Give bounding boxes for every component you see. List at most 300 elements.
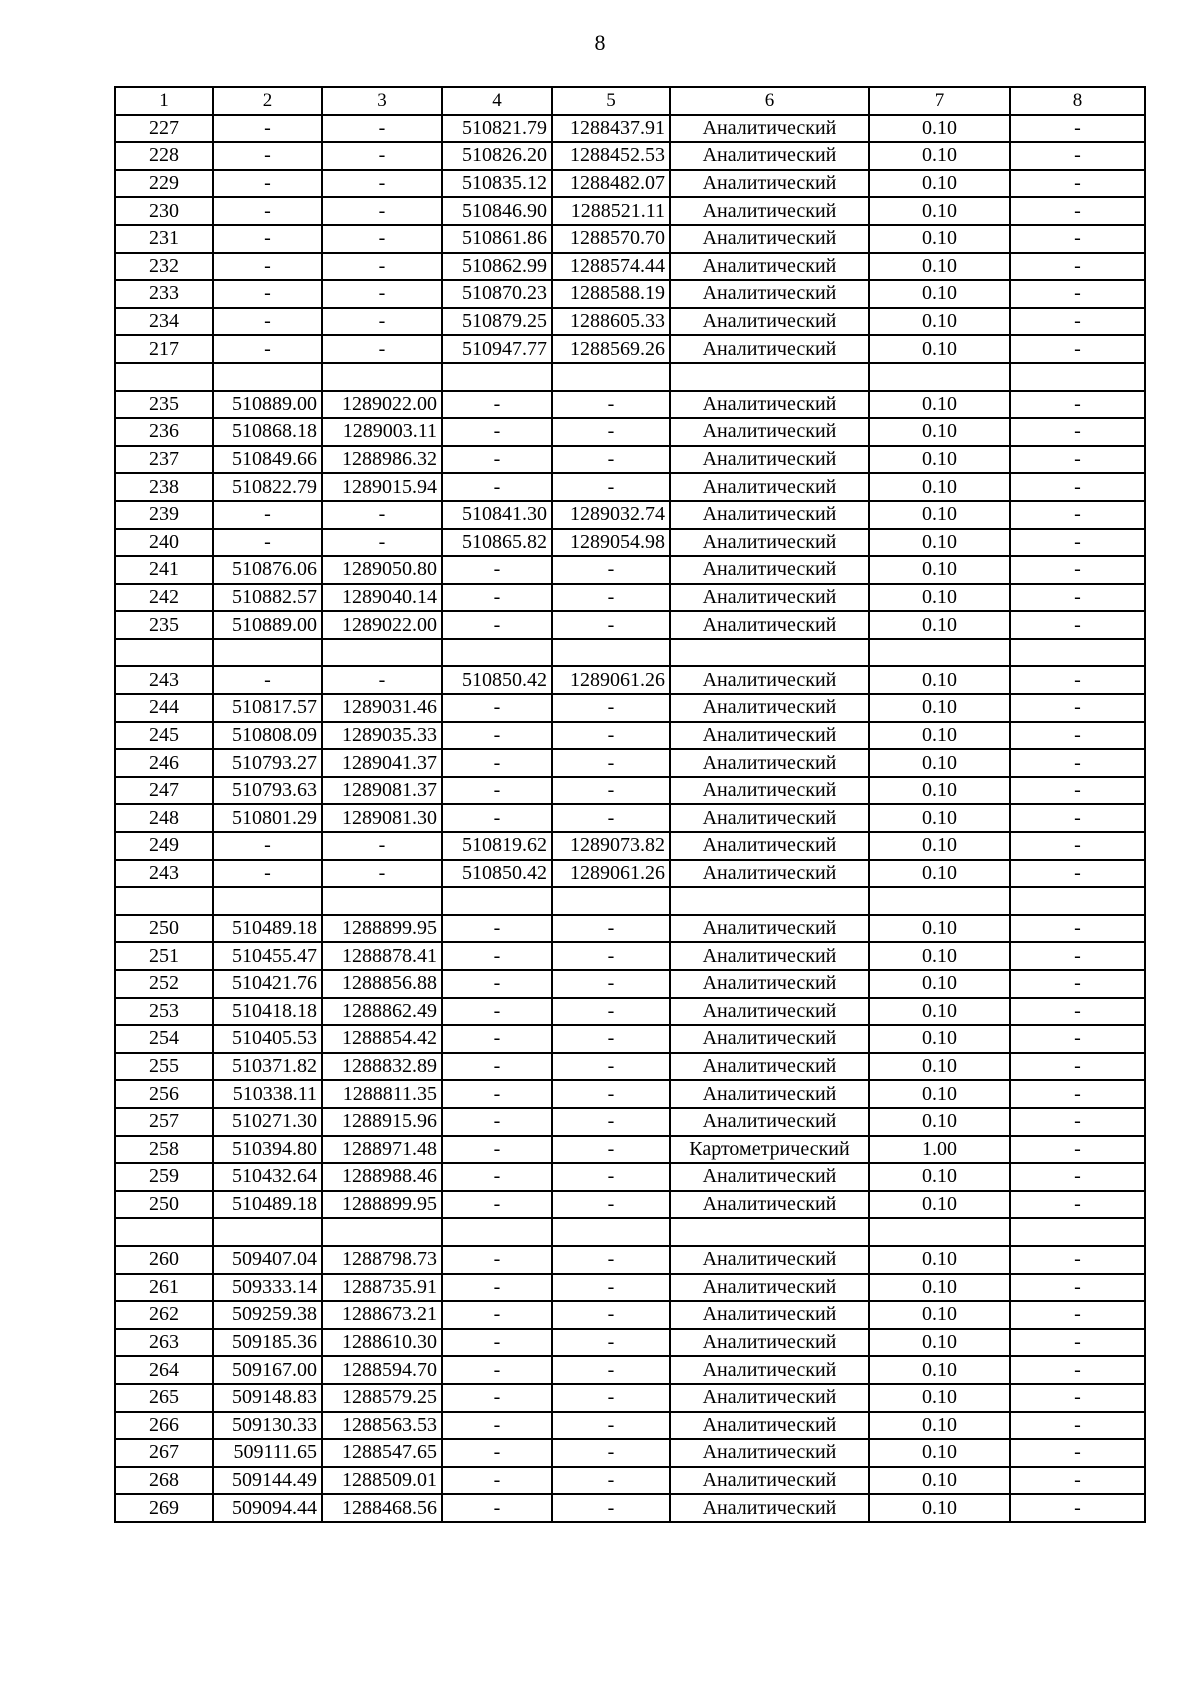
table-cell-col-7: 0.10 [869, 584, 1010, 612]
table-cell-col-5: 1288588.19 [552, 280, 670, 308]
table-cell-col-2 [213, 363, 322, 391]
table-cell-col-3: - [322, 197, 442, 225]
table-cell-col-7: 0.10 [869, 832, 1010, 860]
table-cell-col-8: - [1010, 1246, 1145, 1274]
table-row [115, 418, 1145, 446]
table-cell-col-8: - [1010, 142, 1145, 170]
table-cell-col-8: - [1010, 584, 1145, 612]
table-cell-col-8: - [1010, 1356, 1145, 1384]
table-row [115, 915, 1145, 943]
column-header-7: 7 [869, 87, 1010, 115]
table-cell-col-2: 509407.04 [213, 1246, 322, 1274]
table-cell-col-6: Аналитический [670, 942, 869, 970]
table-cell-col-3: 1288899.95 [322, 915, 442, 943]
table-cell-col-1: 229 [115, 170, 213, 198]
table-cell-col-1: 250 [115, 1191, 213, 1219]
table-cell-col-8 [1010, 639, 1145, 667]
table-cell-col-4: 510861.86 [442, 225, 552, 253]
table-cell-col-1: 242 [115, 584, 213, 612]
table-cell-col-3: 1288878.41 [322, 942, 442, 970]
table-cell-col-2: - [213, 335, 322, 363]
table-cell-col-8: - [1010, 970, 1145, 998]
table-cell-col-4: - [442, 1163, 552, 1191]
table-cell-col-7: 0.10 [869, 1025, 1010, 1053]
table-cell-col-3 [322, 363, 442, 391]
table-row [115, 1329, 1145, 1357]
table-cell-col-7: 0.10 [869, 280, 1010, 308]
table-cell-col-4: 510846.90 [442, 197, 552, 225]
table-cell-col-3: 1288986.32 [322, 446, 442, 474]
table-cell-col-1 [115, 1218, 213, 1246]
table-cell-col-8: - [1010, 308, 1145, 336]
table-cell-col-2: 510868.18 [213, 418, 322, 446]
table-cell-col-4: - [442, 694, 552, 722]
table-cell-col-4: 510826.20 [442, 142, 552, 170]
table-cell-col-5: 1288452.53 [552, 142, 670, 170]
table-cell-col-4: - [442, 1467, 552, 1495]
table-row [115, 473, 1145, 501]
table-cell-col-6: Аналитический [670, 253, 869, 281]
table-cell-col-1: 259 [115, 1163, 213, 1191]
table-cell-col-3: 1288854.42 [322, 1025, 442, 1053]
table-cell-col-1 [115, 639, 213, 667]
table-cell-col-3: 1289040.14 [322, 584, 442, 612]
table-cell-col-1: 243 [115, 860, 213, 888]
table-cell-col-7: 0.10 [869, 694, 1010, 722]
table-cell-col-8: - [1010, 860, 1145, 888]
table-cell-col-1: 243 [115, 666, 213, 694]
table-row [115, 1412, 1145, 1440]
table-cell-col-2 [213, 639, 322, 667]
table-row [115, 777, 1145, 805]
table-cell-col-1: 232 [115, 253, 213, 281]
table-cell-col-2: 509094.44 [213, 1494, 322, 1522]
table-cell-col-5: - [552, 1384, 670, 1412]
table-cell-col-1: 251 [115, 942, 213, 970]
table-cell-col-4: - [442, 1274, 552, 1302]
table-cell-col-6: Аналитический [670, 197, 869, 225]
table-cell-col-1 [115, 363, 213, 391]
table-cell-col-7: 0.10 [869, 970, 1010, 998]
table-cell-col-5: - [552, 942, 670, 970]
column-header-2: 2 [213, 87, 322, 115]
table-cell-col-5: - [552, 1356, 670, 1384]
table-cell-col-5: 1288482.07 [552, 170, 670, 198]
table-cell-col-6: Аналитический [670, 1384, 869, 1412]
table-cell-col-4: 510835.12 [442, 170, 552, 198]
table-row [115, 1246, 1145, 1274]
table-cell-col-6: Аналитический [670, 804, 869, 832]
table-cell-col-1: 245 [115, 722, 213, 750]
table-cell-col-8 [1010, 887, 1145, 915]
table-cell-col-5: - [552, 1467, 670, 1495]
table-cell-col-4: - [442, 584, 552, 612]
table-cell-col-4: - [442, 777, 552, 805]
table-cell-col-2: 510418.18 [213, 998, 322, 1026]
table-body [115, 115, 1145, 1522]
table-cell-col-6: Аналитический [670, 1412, 869, 1440]
table-cell-col-3: - [322, 529, 442, 557]
table-cell-col-4: - [442, 1301, 552, 1329]
table-cell-col-3: - [322, 832, 442, 860]
table-cell-col-7: 0.10 [869, 225, 1010, 253]
table-cell-col-1: 247 [115, 777, 213, 805]
table-cell-col-7: 0.10 [869, 335, 1010, 363]
table-cell-col-6: Аналитический [670, 391, 869, 419]
table-cell-col-8: - [1010, 1108, 1145, 1136]
table-cell-col-2: 510489.18 [213, 1191, 322, 1219]
table-cell-col-6: Аналитический [670, 1356, 869, 1384]
table-cell-col-4: - [442, 611, 552, 639]
table-row [115, 1301, 1145, 1329]
table-cell-col-6: Аналитический [670, 473, 869, 501]
table-cell-col-8: - [1010, 1494, 1145, 1522]
table-cell-col-8: - [1010, 1053, 1145, 1081]
table-cell-col-2: - [213, 115, 322, 143]
table-cell-col-7: 0.10 [869, 1053, 1010, 1081]
table-cell-col-1: 253 [115, 998, 213, 1026]
table-cell-col-3: - [322, 142, 442, 170]
table-cell-col-1: 217 [115, 335, 213, 363]
table-cell-col-8: - [1010, 1301, 1145, 1329]
table-cell-col-2: 510876.06 [213, 556, 322, 584]
table-cell-col-4: - [442, 446, 552, 474]
table-cell-col-5: 1288569.26 [552, 335, 670, 363]
table-cell-col-4: - [442, 1384, 552, 1412]
table-cell-col-4: - [442, 1080, 552, 1108]
table-cell-col-8: - [1010, 280, 1145, 308]
table-row [115, 446, 1145, 474]
table-cell-col-3: - [322, 860, 442, 888]
table-cell-col-2: - [213, 529, 322, 557]
table-cell-col-6: Аналитический [670, 694, 869, 722]
table-row [115, 1494, 1145, 1522]
table-row [115, 666, 1145, 694]
table-row [115, 391, 1145, 419]
table-cell-col-3 [322, 639, 442, 667]
table-cell-col-5: - [552, 556, 670, 584]
table-cell-col-5: 1289054.98 [552, 529, 670, 557]
table-cell-col-2: - [213, 832, 322, 860]
table-cell-col-2: - [213, 860, 322, 888]
table-cell-col-4: - [442, 1136, 552, 1164]
separator-row [115, 363, 1145, 391]
table-cell-col-4: - [442, 1329, 552, 1357]
table-cell-col-7: 0.10 [869, 804, 1010, 832]
table-cell-col-6: Аналитический [670, 970, 869, 998]
table-cell-col-4: - [442, 942, 552, 970]
table-cell-col-4: - [442, 749, 552, 777]
table-cell-col-8 [1010, 1218, 1145, 1246]
table-row [115, 1136, 1145, 1164]
table-cell-col-4 [442, 363, 552, 391]
table-cell-col-2: - [213, 501, 322, 529]
table-cell-col-3: 1288563.53 [322, 1412, 442, 1440]
table-cell-col-3: 1289022.00 [322, 611, 442, 639]
separator-row [115, 1218, 1145, 1246]
table-row [115, 749, 1145, 777]
table-cell-col-1: 268 [115, 1467, 213, 1495]
table-cell-col-3: 1288862.49 [322, 998, 442, 1026]
table-cell-col-4 [442, 1218, 552, 1246]
table-row [115, 142, 1145, 170]
table-row [115, 694, 1145, 722]
table-cell-col-2: 509185.36 [213, 1329, 322, 1357]
table-cell-col-6: Аналитический [670, 280, 869, 308]
table-cell-col-8: - [1010, 391, 1145, 419]
column-header-3: 3 [322, 87, 442, 115]
table-cell-col-7: 0.10 [869, 529, 1010, 557]
table-cell-col-2: 509148.83 [213, 1384, 322, 1412]
table-cell-col-6: Аналитический [670, 170, 869, 198]
table-cell-col-8: - [1010, 915, 1145, 943]
table-cell-col-1: 241 [115, 556, 213, 584]
table-row [115, 1025, 1145, 1053]
table-cell-col-5: - [552, 749, 670, 777]
table-row [115, 1356, 1145, 1384]
table-cell-col-1: 254 [115, 1025, 213, 1053]
table-cell-col-4 [442, 639, 552, 667]
table-cell-col-7: 0.10 [869, 308, 1010, 336]
table-cell-col-4: 510850.42 [442, 860, 552, 888]
table-cell-col-3: 1289050.80 [322, 556, 442, 584]
table-cell-col-8: - [1010, 529, 1145, 557]
table-cell-col-7: 0.10 [869, 722, 1010, 750]
table-cell-col-8: - [1010, 998, 1145, 1026]
table-cell-col-6 [670, 639, 869, 667]
table-cell-col-5: - [552, 1136, 670, 1164]
table-cell-col-5: - [552, 473, 670, 501]
table-cell-col-8: - [1010, 335, 1145, 363]
table-cell-col-7: 0.10 [869, 1274, 1010, 1302]
table-cell-col-1: 227 [115, 115, 213, 143]
table-cell-col-6: Картометрический [670, 1136, 869, 1164]
table-cell-col-3 [322, 887, 442, 915]
table-cell-col-1: 233 [115, 280, 213, 308]
table-cell-col-8: - [1010, 942, 1145, 970]
table-cell-col-7: 0.10 [869, 115, 1010, 143]
table-cell-col-6: Аналитический [670, 556, 869, 584]
column-header-6: 6 [670, 87, 869, 115]
table-cell-col-2: 510808.09 [213, 722, 322, 750]
table-cell-col-2: 510889.00 [213, 611, 322, 639]
table-cell-col-5: 1288570.70 [552, 225, 670, 253]
table-cell-col-3: 1288811.35 [322, 1080, 442, 1108]
table-cell-col-8: - [1010, 694, 1145, 722]
table-cell-col-3: 1288735.91 [322, 1274, 442, 1302]
table-cell-col-7: 0.10 [869, 1301, 1010, 1329]
table-cell-col-7: 0.10 [869, 915, 1010, 943]
table-cell-col-5: 1289073.82 [552, 832, 670, 860]
table-cell-col-2: 509333.14 [213, 1274, 322, 1302]
table-cell-col-3: 1289015.94 [322, 473, 442, 501]
table-row [115, 998, 1145, 1026]
table-cell-col-5: - [552, 1246, 670, 1274]
table-cell-col-6: Аналитический [670, 1080, 869, 1108]
table-cell-col-4: 510841.30 [442, 501, 552, 529]
table-cell-col-3: - [322, 501, 442, 529]
table-cell-col-8: - [1010, 1080, 1145, 1108]
table-row [115, 1108, 1145, 1136]
table-cell-col-6 [670, 363, 869, 391]
table-cell-col-4: - [442, 1412, 552, 1440]
table-cell-col-5: 1288437.91 [552, 115, 670, 143]
table-row [115, 115, 1145, 143]
table-cell-col-5: - [552, 694, 670, 722]
table-cell-col-3: 1288988.46 [322, 1163, 442, 1191]
table-cell-col-6: Аналитический [670, 998, 869, 1026]
table-cell-col-8: - [1010, 1163, 1145, 1191]
table-cell-col-2: 509130.33 [213, 1412, 322, 1440]
table-cell-col-4: - [442, 1053, 552, 1081]
table-cell-col-6 [670, 1218, 869, 1246]
table-cell-col-5 [552, 887, 670, 915]
table-cell-col-8 [1010, 363, 1145, 391]
table-cell-col-1: 267 [115, 1439, 213, 1467]
table-cell-col-3: 1288899.95 [322, 1191, 442, 1219]
table-cell-col-5: - [552, 1053, 670, 1081]
table-cell-col-3: - [322, 280, 442, 308]
table-cell-col-2: - [213, 253, 322, 281]
table-cell-col-5: - [552, 446, 670, 474]
table-cell-col-7: 0.10 [869, 142, 1010, 170]
table-cell-col-6: Аналитический [670, 1329, 869, 1357]
table-cell-col-4: 510865.82 [442, 529, 552, 557]
table-cell-col-1: 256 [115, 1080, 213, 1108]
table-cell-col-8: - [1010, 473, 1145, 501]
table-row [115, 501, 1145, 529]
table-cell-col-3: 1288547.65 [322, 1439, 442, 1467]
table-cell-col-3: 1288798.73 [322, 1246, 442, 1274]
page-number: 8 [594, 30, 606, 55]
table-row [115, 335, 1145, 363]
table-cell-col-4: - [442, 418, 552, 446]
table-cell-col-5: 1289061.26 [552, 860, 670, 888]
table-cell-col-2: - [213, 308, 322, 336]
table-cell-col-5: - [552, 1494, 670, 1522]
table-cell-col-1: 264 [115, 1356, 213, 1384]
table-cell-col-5 [552, 1218, 670, 1246]
table-cell-col-5: - [552, 584, 670, 612]
table-cell-col-8: - [1010, 170, 1145, 198]
table-cell-col-6: Аналитический [670, 115, 869, 143]
table-cell-col-2: - [213, 170, 322, 198]
table-cell-col-8: - [1010, 1467, 1145, 1495]
table-cell-col-8: - [1010, 1136, 1145, 1164]
table-cell-col-8: - [1010, 115, 1145, 143]
table-cell-col-5: - [552, 1439, 670, 1467]
table-cell-col-6: Аналитический [670, 584, 869, 612]
table-cell-col-6: Аналитический [670, 1163, 869, 1191]
table-cell-col-5: - [552, 1080, 670, 1108]
table-row [115, 1080, 1145, 1108]
column-header-1: 1 [115, 87, 213, 115]
table-cell-col-2: 510489.18 [213, 915, 322, 943]
table-cell-col-6: Аналитический [670, 1274, 869, 1302]
table-cell-col-4 [442, 887, 552, 915]
table-cell-col-5: - [552, 1191, 670, 1219]
table-cell-col-5: - [552, 804, 670, 832]
table-cell-col-5: 1288574.44 [552, 253, 670, 281]
table-cell-col-7: 0.10 [869, 998, 1010, 1026]
table-cell-col-3: - [322, 115, 442, 143]
table-cell-col-8: - [1010, 253, 1145, 281]
table-cell-col-2: 510793.27 [213, 749, 322, 777]
table-cell-col-4: - [442, 915, 552, 943]
table-cell-col-1: 228 [115, 142, 213, 170]
table-cell-col-5: - [552, 1301, 670, 1329]
table-cell-col-1: 257 [115, 1108, 213, 1136]
table-cell-col-1: 244 [115, 694, 213, 722]
table-cell-col-2: 510822.79 [213, 473, 322, 501]
table-row [115, 1467, 1145, 1495]
table-cell-col-7: 0.10 [869, 1439, 1010, 1467]
table-cell-col-2: - [213, 666, 322, 694]
table-cell-col-1: 237 [115, 446, 213, 474]
table-row [115, 1439, 1145, 1467]
table-cell-col-8: - [1010, 777, 1145, 805]
table-cell-col-4: - [442, 722, 552, 750]
table-cell-col-8: - [1010, 611, 1145, 639]
table-cell-col-1: 266 [115, 1412, 213, 1440]
table-cell-col-8: - [1010, 1329, 1145, 1357]
table-cell-col-7: 0.10 [869, 501, 1010, 529]
table-cell-col-1: 255 [115, 1053, 213, 1081]
table-cell-col-4: - [442, 1191, 552, 1219]
table-cell-col-1: 265 [115, 1384, 213, 1412]
table-cell-col-2: 510801.29 [213, 804, 322, 832]
table-cell-col-7: 0.10 [869, 1108, 1010, 1136]
table-cell-col-6: Аналитический [670, 915, 869, 943]
table-row [115, 529, 1145, 557]
table-cell-col-5: 1288521.11 [552, 197, 670, 225]
table-cell-col-7: 0.10 [869, 1080, 1010, 1108]
table-cell-col-7: 0.10 [869, 1163, 1010, 1191]
table-cell-col-3: 1288856.88 [322, 970, 442, 998]
table-cell-col-2: 510455.47 [213, 942, 322, 970]
table-cell-col-7: 0.10 [869, 1384, 1010, 1412]
table-cell-col-4: 510862.99 [442, 253, 552, 281]
table-cell-col-3: 1289081.37 [322, 777, 442, 805]
table-cell-col-3: 1289003.11 [322, 418, 442, 446]
table-cell-col-5: 1288605.33 [552, 308, 670, 336]
table-cell-col-8: - [1010, 666, 1145, 694]
table-cell-col-3: - [322, 335, 442, 363]
table-cell-col-1: 262 [115, 1301, 213, 1329]
table-cell-col-6: Аналитический [670, 335, 869, 363]
table-cell-col-6: Аналитический [670, 1053, 869, 1081]
table-cell-col-5: - [552, 777, 670, 805]
table-row [115, 253, 1145, 281]
table-cell-col-7: 0.10 [869, 556, 1010, 584]
table-cell-col-8: - [1010, 1274, 1145, 1302]
table-cell-col-7: 0.10 [869, 611, 1010, 639]
table-cell-col-7 [869, 1218, 1010, 1246]
table-cell-col-1: 235 [115, 611, 213, 639]
table-cell-col-7: 0.10 [869, 446, 1010, 474]
table-cell-col-7: 0.10 [869, 1494, 1010, 1522]
table-cell-col-3: 1288509.01 [322, 1467, 442, 1495]
table-cell-col-3: - [322, 308, 442, 336]
table-cell-col-6: Аналитический [670, 722, 869, 750]
table-cell-col-5: - [552, 970, 670, 998]
table-cell-col-5: - [552, 1163, 670, 1191]
table-cell-col-4: 510947.77 [442, 335, 552, 363]
table-row [115, 1053, 1145, 1081]
table-cell-col-7: 0.10 [869, 1412, 1010, 1440]
table-cell-col-3: - [322, 666, 442, 694]
table-cell-col-3: 1288610.30 [322, 1329, 442, 1357]
